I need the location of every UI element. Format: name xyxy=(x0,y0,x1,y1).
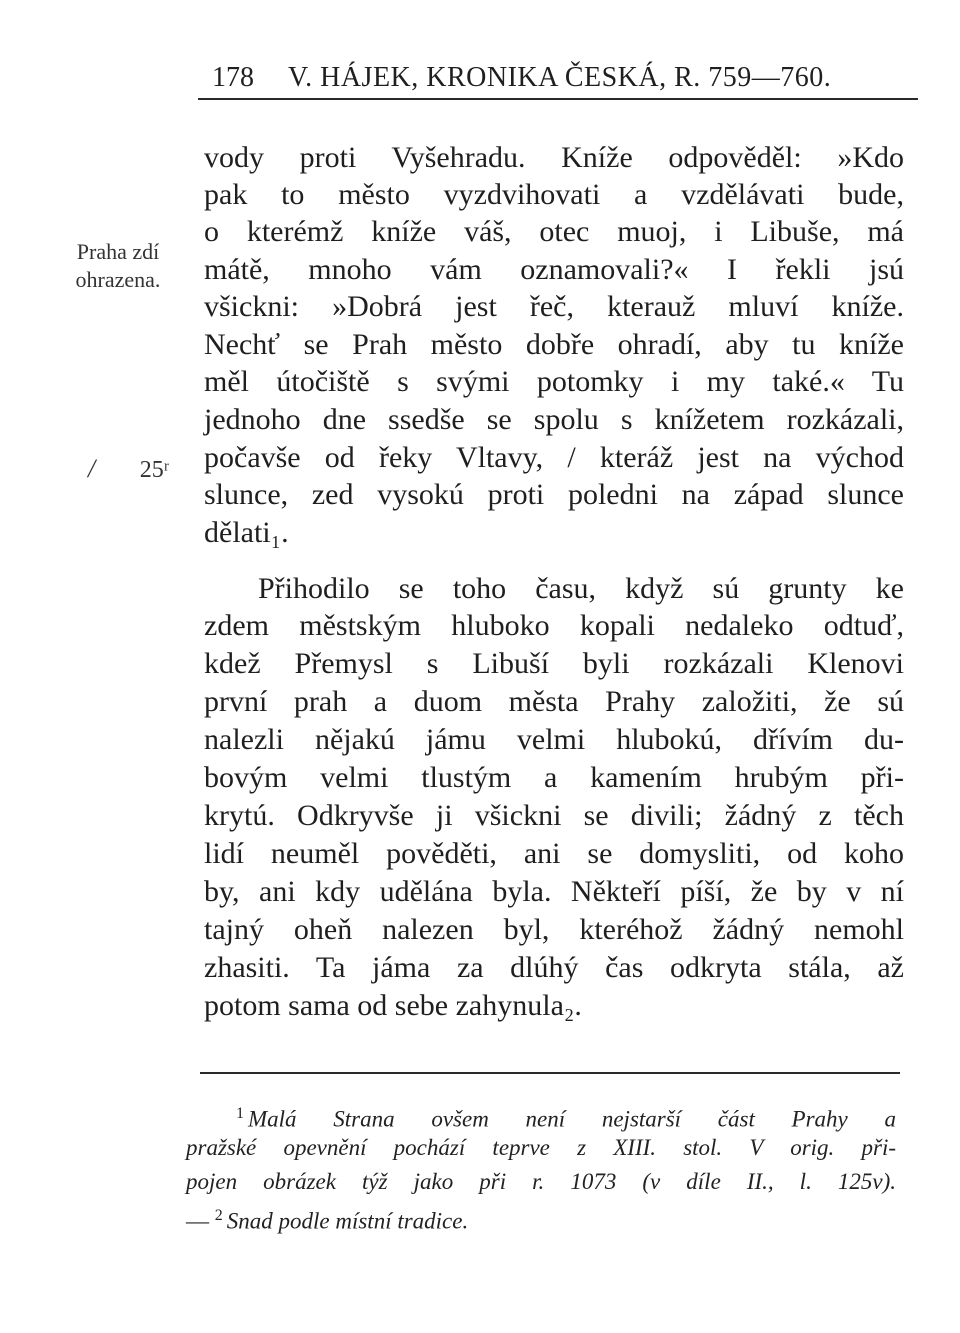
footnote-dash: — xyxy=(186,1208,209,1234)
page-header xyxy=(0,62,960,102)
body-line: nalezli nějakú jámu velmi hlubokú, dřívím du- xyxy=(204,723,904,756)
footnote-text: Malá Strana ovšem není nejstarší část Prahy a xyxy=(248,1106,896,1132)
body-line: první prah a duom města Prahy založiti, že sú xyxy=(204,685,904,718)
running-title: V. HÁJEK, KRONIKA ČESKÁ, R. 759—760. xyxy=(288,62,832,93)
body-line: slunce, zed vysokú proti poledni na západ slunce xyxy=(204,478,904,511)
footnote-line: pojen obrázek týž jako při r. 1073 (v díle II., l. 125v). xyxy=(186,1169,896,1194)
body-line: lidí neuměl pověděti, ani se domysliti, od koho xyxy=(204,837,904,870)
body-line: všickni: »Dobrá jest řeč, kterauž mluví kníže. xyxy=(204,290,904,323)
body-line: Nechť se Prah město dobře ohradí, aby tu kníže xyxy=(204,328,904,361)
footnote-line: pražské opevnění pochází teprve z XIII. stol. V orig. při- xyxy=(186,1135,896,1160)
body-line: vody proti Vyšehradu. Kníže odpověděl: »Kdo xyxy=(204,141,904,174)
folio-slash: / xyxy=(88,454,96,483)
body-line: Přihodilo se toho času, když sú grunty ke xyxy=(258,572,904,605)
footnote-number: 1 xyxy=(236,1105,244,1122)
body-line: bovým velmi tlustým a kamením hrubým při- xyxy=(204,761,904,794)
folio-mark xyxy=(88,454,169,484)
body-line: počavše od řeky Vltavy, / kteráž jest na východ xyxy=(204,441,904,474)
body-line: jednoho dne ssedše se spolu s knížetem rozkázali, xyxy=(204,403,904,436)
footnote-number: 2 xyxy=(214,1207,223,1224)
margin-note xyxy=(55,238,181,294)
body-line: kdež Přemysl s Libuší byli rozkázali Klenovi xyxy=(204,647,904,680)
footnote-rule xyxy=(200,1072,900,1074)
header-rule xyxy=(198,98,918,100)
body-line: dělati₁. xyxy=(204,516,289,549)
footnote-line xyxy=(236,1098,896,1136)
body-line: měl útočiště s svými potomky i my také.« Tu xyxy=(204,365,904,398)
body-line: zhasiti. Ta jáma za dlúhý čas odkryta stála, až xyxy=(204,951,904,984)
body-line: potom sama od sebe zahynula₂. xyxy=(204,989,582,1022)
page-number: 178 xyxy=(212,62,254,93)
margin-note-line: Praha zdí xyxy=(76,239,160,264)
body-line: mátě, mnoho vám oznamovali?« I řekli jsú xyxy=(204,253,904,286)
body-line: krytú. Odkryvše ji všickni se divili; žádný z těch xyxy=(204,799,904,832)
body-line: zdem městským hluboko kopali nedaleko odtuď, xyxy=(204,609,904,642)
body-line: by, ani kdy udělána byla. Někteří píší, že by v ní xyxy=(204,875,904,908)
margin-note-line: ohrazena. xyxy=(75,267,161,292)
footnote-text: Snad podle místní tradice. xyxy=(226,1208,469,1234)
body-line: o kterémž kníže váš, otec muoj, i Libuše, má xyxy=(204,215,904,248)
body-line: tajný oheň nalezen byl, kteréhož žádný nemohl xyxy=(204,913,904,946)
footnote-line xyxy=(186,1200,896,1238)
folio-reference: 25ʳ xyxy=(139,457,169,483)
body-line: pak to město vyzdvihovati a vzdělávati bude, xyxy=(204,178,904,211)
